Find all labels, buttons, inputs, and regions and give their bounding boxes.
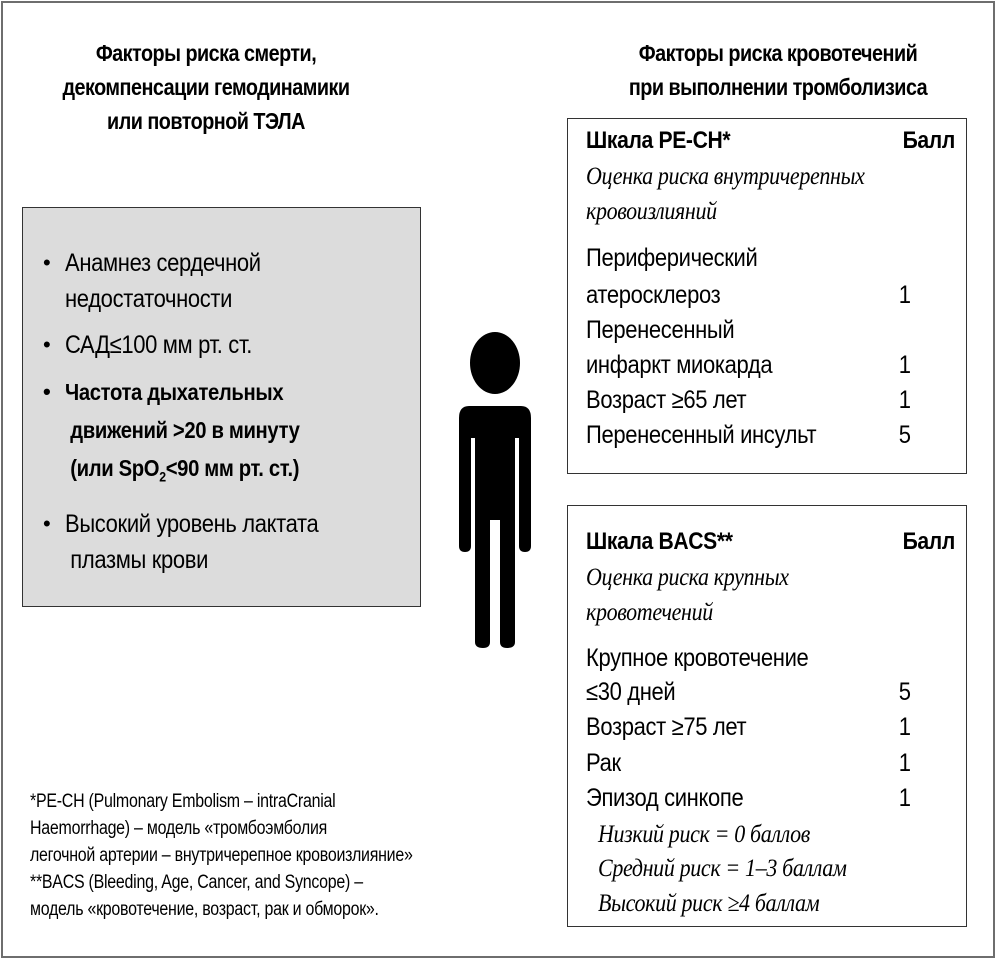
bacs-subtitle [586,560,962,595]
bacs-item [586,675,962,710]
risk-factor-item [43,506,413,578]
pe-ch-item [586,278,962,313]
subtitle-line: кровоизлияний [586,198,717,225]
right-heading-line: при выполнении тромболизиса [628,74,928,100]
risk-factor-item [43,245,413,317]
bacs-scale-box [567,505,967,927]
pe-ch-title: Шкала PE-CH* [586,127,731,154]
footnote-line: модель «кровотечение, возраст, рак и обморок». [30,899,379,920]
bacs-item [586,781,962,816]
pe-ch-scale-box [567,118,967,474]
risk-factor-text: Анамнез сердечной [65,249,261,277]
risk-level [598,817,974,852]
item-points: 1 [899,784,912,812]
bullet-icon: • [43,332,51,357]
pe-ch-item [586,418,962,453]
risk-factor-text: Частота дыхательных [65,379,284,405]
footnotes [30,788,560,923]
item-label: Перенесенный [586,316,735,344]
risk-level [598,851,974,886]
right-heading [589,36,967,104]
pe-ch-subtitle [586,159,962,194]
item-points: 1 [899,713,912,741]
points-header: Балл [902,127,955,154]
pe-ch-item [586,348,962,383]
bullet-icon: • [43,379,51,404]
spo2-suffix: <90 мм рт. ст.) [165,455,300,481]
risk-level-text: Низкий риск = 0 баллов [598,821,810,848]
risk-factor-text: Высокий уровень лактата [65,509,319,538]
death-risk-factors-box [22,207,421,607]
risk-factor-text: САД≤100 мм рт. ст. [65,331,252,359]
pe-ch-item [586,313,962,348]
item-label: Рак [586,749,621,777]
footnote-line: легочной артерии – внутричерепное кровоизлияние» [30,845,413,866]
left-heading-line: декомпенсации гемодинамики [62,74,350,100]
bacs-title-row [586,524,962,559]
risk-factor-item [43,373,413,496]
item-points: 5 [899,421,912,449]
footnote-line: Haemorrhage) – модель «тромбоэмболия [30,818,328,839]
pe-ch-title-row [586,123,962,158]
item-label: атеросклероз [586,281,721,309]
item-points: 1 [899,281,912,309]
pe-ch-item [586,383,962,418]
item-points: 1 [899,351,912,379]
spo2-prefix: (или SpO [70,455,160,481]
item-label: инфаркт миокарда [586,351,773,379]
bullet-icon: • [43,250,51,275]
item-points: 1 [899,386,912,414]
item-points: 1 [899,749,912,777]
item-label: Возраст ≥75 лет [586,713,747,741]
left-heading-line: или повторной ТЭЛА [107,108,305,134]
risk-level-text: Средний риск = 1–3 баллам [598,855,847,882]
person-silhouette-icon [455,330,535,650]
points-header: Балл [902,528,955,555]
item-label: Эпизод синкопе [586,784,744,812]
footnote-line: **BACS (Bleeding, Age, Cancer, and Syncope) – [30,872,363,893]
subtitle-line: кровотечений [586,599,713,626]
bullet-icon: • [43,510,51,536]
bacs-subtitle [586,595,962,630]
risk-level-text: Высокий риск ≥4 баллам [598,890,820,917]
subtitle-line: Оценка риска внутричерепных [586,163,865,190]
risk-factor-list [43,245,413,588]
item-label: Периферический [586,244,758,272]
bacs-item [586,641,962,676]
item-points: 5 [899,678,912,706]
risk-factor-item [43,327,413,363]
bacs-title: Шкала BACS** [586,528,733,555]
risk-factor-text [65,449,371,496]
left-heading-line: Факторы риска смерти, [95,40,317,66]
bacs-item [586,746,962,781]
item-label: Перенесенный инсульт [586,421,817,449]
risk-factor-text: недостаточности [65,285,233,313]
pe-ch-subtitle [586,194,962,229]
right-heading-line: Факторы риска кровотечений [638,40,918,66]
item-label: Крупное кровотечение [586,644,809,672]
risk-factor-text: движений >20 в минуту [70,417,300,443]
risk-level [598,886,974,921]
pe-ch-item [586,241,962,276]
bacs-item [586,710,962,745]
footnote-line: *PE-CH (Pulmonary Embolism – intraCranial [30,791,336,812]
risk-factor-text: плазмы крови [70,545,209,574]
item-label: ≤30 дней [586,678,676,706]
item-label: Возраст ≥65 лет [586,386,747,414]
spo2-subscript: 2 [159,468,166,485]
subtitle-line: Оценка риска крупных [586,564,789,591]
left-heading [29,36,383,138]
